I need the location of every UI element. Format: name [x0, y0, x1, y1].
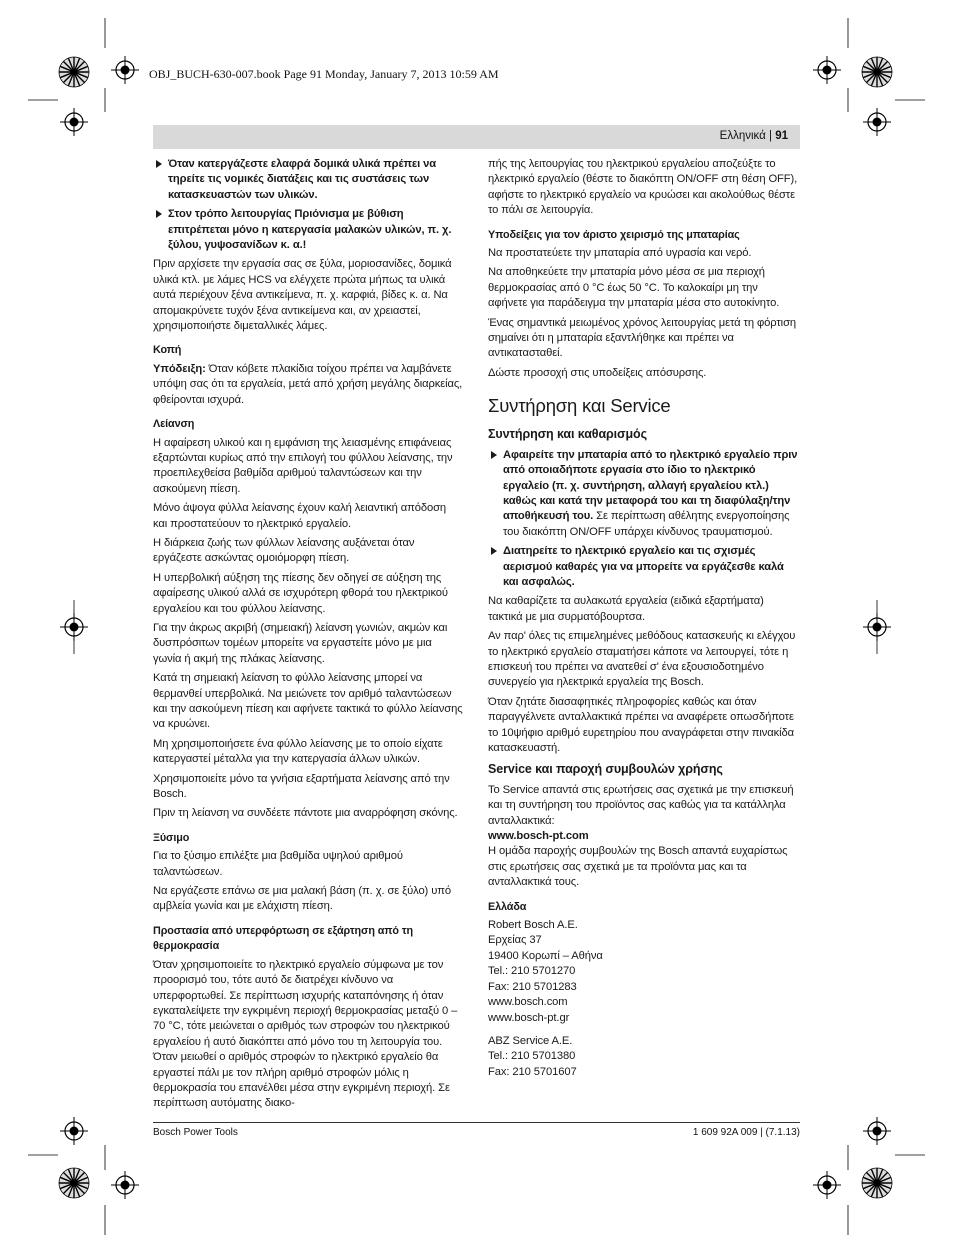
overload-paragraph: Όταν χρησιμοποιείτε το ηλεκτρικό εργαλείο σύμφωνα με τον προορισμό του, τότε αυτό δε διατρέχει κίνδυνο να υπερφορτωθεί. Σε περίπτωση ισχυρής καταπόνησης ή όταν εγκαταλείψετε την εγκριμένη περιοχή θερμοκρασίας μεταξύ 0 – 70 °C, τότε μειώνεται ο αριθμός των στροφών του ηλεκτρικού εργαλείου ή αυτό διακόπτει από μόνο του τη λειτουργία του. Όταν μειωθεί ο αριθμός στροφών το ηλεκτρικό εργαλείο θα εργαστεί πάλι με τον πλήρη αριθμό στροφών μόλις η θερμοκρασία του επανέλθει μέσα στην εγκριμένη περιοχή. Σε περίπτωση αυτόματης διακο- — [153, 958, 458, 1110]
bullet-light-building-materials: Όταν κατεργάζεστε ελαφρά δομικά υλικά πρέπει να τηρείτε τις νομικές διατάξεις και τις συστάσεις των κατασκευαστών των υλικών. — [153, 157, 463, 203]
language-page-label — [720, 130, 788, 142]
cleaning-paragraph: Αν παρ' όλες τις επιμελημένες μεθόδους κατασκευής κι ελέγχου το ηλεκτρικό εργαλείο σταματήσει κάποτε να λειτουργεί, τότε η επισκευή του πρέπει να ανατεθεί σ' ένα εξουσιοδοτημένο συνεργείο για ηλεκτρικά εργαλεία της Bosch. — [488, 630, 796, 689]
footer-doc-number: 1 609 92A 009 | (7.1.13) — [692, 1127, 800, 1138]
cleaning-paragraph: Να καθαρίζετε τα αυλακωτά εργαλεία (ειδικά εξαρτήματα) τακτικά με μια συρματόβουρτσα. — [488, 595, 764, 623]
cleaning-paragraph: Όταν ζητάτε διασαφητικές πληροφορίες καθώς και όταν παραγγέλνετε ανταλλακτικά πρέπει να αναφέρετε οπωσδήποτε το 10ψήφιο αριθμό ευρετηρίου που αναγράφεται στην πινακίδα κατασκευαστή. — [488, 695, 795, 754]
service-advice-heading: Service και παροχή συμβουλών χρήσης — [488, 762, 723, 777]
sanding-paragraph: Κατά τη σημειακή λείανση το φύλλο λείανσης μπορεί να θερμανθεί υπερβολικά. Να μειώνετε τον αριθμό ταλαντώσεων και την ασκούμενη πίεση και αφήνετε τακτικά το φύλλο λείανσης να κρυώνει. — [153, 672, 463, 731]
separator: | — [765, 130, 776, 142]
address-link[interactable]: www.bosch.com — [488, 996, 568, 1009]
scraping-paragraph: Να εργάζεστε επάνω σε μια μαλακή βάση (π. χ. σε ξύλο) υπό αμβλεία γωνία και με ελάχιστη πίεση. — [153, 885, 451, 913]
bullet-triangle-icon — [156, 210, 162, 218]
right-column — [488, 157, 798, 1080]
bullet-triangle-icon — [491, 451, 497, 459]
battery-tips-heading: Υποδείξεις για τον άριστο χειρισμό της μπαταρίας — [488, 228, 740, 241]
address-line: Ερχείας 37 — [488, 934, 542, 947]
service-paragraph: Η ομάδα παροχής συμβουλών της Bosch απαντά ευχαρίστως στις ερωτήσεις σας σχετικά με τα προϊόντα μας και τα ανταλλακτικά τους. — [488, 845, 788, 889]
bullet-remove-battery: Αφαιρείτε την μπαταρία από το ηλεκτρικό εργαλείο πριν από οποιαδήποτε εργασία στο ίδιο το ηλεκτρικό εργαλείο (π. χ. συντήρηση, αλλαγή εργαλείου κτλ.) καθώς και κατά την μεταφορά του και τη διαφύλαξη/την αποθήκευσή του. Σε περίπτωση αθέλητης ενεργοποίησης του διακόπτη ON/OFF υπάρχει κίνδυνος τραυματισμού. — [488, 448, 798, 540]
scraping-heading: Ξύσιμο — [153, 831, 190, 844]
sanding-paragraph: Η διάρκεια ζωής των φύλλων λείανσης αυξάνεται όταν εργάζεστε ασκώντας ομοιόμορφη πίεση. — [153, 536, 415, 565]
sanding-paragraph: Για την άκρως ακριβή (σημειακή) λείανση γωνιών, ακμών και δυσπρόσιτων τομέων μπορείτε να εργαστείτε μόνο με μια γωνία ή ακμή της πλάκας λείανσης. — [153, 621, 448, 665]
sanding-paragraph: Η υπερβολική αύξηση της πίεσης δεν οδηγεί σε αύξηση της αφαίρεσης υλικού αλλά σε ισχυρότερη φθορά του ηλεκτρικού εργαλείου και του φύλλου λείανσης. — [153, 571, 448, 615]
address-line: 19400 Κορωπί – Αθήνα — [488, 949, 603, 962]
address-line: Fax: 210 5701607 — [488, 1065, 577, 1078]
address-line: Robert Bosch A.E. — [488, 919, 578, 932]
page-number: 91 — [775, 130, 788, 142]
battery-paragraph: Να προστατεύετε την μπαταρία από υγρασία και νερό. — [488, 247, 752, 260]
sanding-paragraph: Μόνο άψογα φύλλα λείανσης έχουν καλή λειαντική απόδοση και προστατεύουν το ηλεκτρικό εργαλείο. — [153, 502, 447, 530]
address-line: Tel.: 210 5701270 — [488, 965, 576, 978]
maintenance-service-title: Συντήρηση και Service — [488, 395, 671, 417]
sanding-heading: Λείανση — [153, 418, 195, 431]
service-paragraph: Το Service απαντά στις ερωτήσεις σας σχετικά με την επισκευή και τη συντήρηση του προϊόντος σας καθώς για τα κατάλληλα ανταλλακτικά: www.bosch-pt.com — [488, 783, 794, 843]
bullet-keep-clean: Διατηρείτε το ηλεκτρικό εργαλείο και τις σχισμές αερισμού καθαρές για να μπορείτε να εργάζεσθε καλά και ασφαλώς. — [488, 544, 798, 590]
bullet-plunge-cut: Στον τρόπο λειτουργίας Πριόνισμα με βύθιση επιτρέπεται μόνο η κατεργασία μαλακών υλικών, π. χ. ξύλου, γυψοσανίδων κ. α.! — [153, 207, 463, 253]
battery-paragraph: Ένας σημαντικά μειωμένος χρόνος λειτουργίας μετά τη φόρτιση σημαίνει ότι η μπαταρία εξαντλήθηκε και πρέπει να αντικατασταθεί. — [488, 316, 796, 360]
sanding-paragraph: Χρησιμοποιείτε μόνο τα γνήσια εξαρτήματα λείανσης από την Bosch. — [153, 772, 450, 801]
bullet-triangle-icon — [156, 160, 162, 168]
cutting-note: Υπόδειξη: Όταν κόβετε πλακίδια τοίχου πρέπει να λαμβάνετε υπόψη σας ότι τα εργαλεία, μετά από χρήση μεγάλης διαρκείας, φθείρονται ισχυρά. — [153, 362, 463, 406]
battery-paragraph: Να αποθηκεύετε την μπαταρία μόνο μέσα σε μια περιοχή θερμοκρασίας από 0 °C έως 50 °C. Το καλοκαίρι μη την αφήνετε για παράδειγμα την μπαταρία μέσα στο αυτοκίνητο. — [488, 266, 780, 310]
battery-paragraph: Δώστε προσοχή στις υποδείξεις απόσυρσης. — [488, 366, 707, 379]
scraping-paragraph: Για το ξύσιμο επιλέξτε μια βαθμίδα υψηλού αριθμού ταλαντώσεων. — [153, 850, 403, 878]
sanding-paragraph: Η αφαίρεση υλικού και η εμφάνιση της λειασμένης επιφάνειας εξαρτώνται κυρίως από την επιλογή του φύλλου λείανσης, την προεπιλεχθείσα βαθμίδα αριθμού ταλαντώσεων και την ασκούμενη πίεση. — [153, 436, 453, 495]
address-link[interactable]: www.bosch-pt.gr — [488, 1011, 570, 1024]
footer-divider — [153, 1122, 800, 1123]
bullet-triangle-icon — [491, 547, 497, 555]
language-bar — [153, 125, 800, 149]
sanding-paragraph: Μη χρησιμοποιήσετε ένα φύλλο λείανσης με το οποίο είχατε κατεργαστεί μέταλλα για την κατεργασία άλλων υλικών. — [153, 737, 443, 766]
sanding-paragraph: Πριν τη λείανση να συνδέετε πάντοτε μια αναρρόφηση σκόνης. — [153, 807, 458, 820]
footer-brand: Bosch Power Tools — [153, 1127, 238, 1138]
service-url-link[interactable]: www.bosch-pt.com — [488, 830, 589, 843]
maintenance-cleaning-heading: Συντήρηση και καθαρισμός — [488, 427, 647, 442]
address-abz-service — [488, 1034, 798, 1080]
print-job-header: OBJ_BUCH-630-007.book Page 91 Monday, January 7, 2013 10:59 AM — [149, 67, 499, 81]
overload-protection-heading: Προστασία από υπερφόρτωση σε εξάρτηση από τη θερμοκρασία — [153, 924, 414, 953]
country-heading: Ελλάδα — [488, 900, 527, 913]
address-line: Fax: 210 5701283 — [488, 980, 577, 993]
left-column — [153, 157, 463, 1116]
address-bosch — [488, 918, 798, 1026]
continuation-paragraph: πής της λειτουργίας του ηλεκτρικού εργαλείου αποζεύξτε το ηλεκτρικό εργαλείο (θέστε το διακόπτη ON/OFF στη θέση OFF), αφήστε το ηλεκτρικό εργαλείο να κρυώσει και ακολούθως θέστε το πάλι σε λειτουργία. — [488, 158, 798, 217]
intro-paragraph: Πριν αρχίσετε την εργασία σας σε ξύλα, μοριοσανίδες, δομικά υλικά κτλ. με λάμες HCS να ελέγχετε πρώτα μήπως τα υλικά αυτά περιέχουν ξένα αντικείμενα, π. χ. καρφιά, βίδες κ. α. Να απομακρύνετε τυχόν ξένα αντικείμενα και, αν χρειαστεί, χρησιμοποιήστε διμεταλλικές λάμες. — [153, 258, 452, 333]
address-line: ABZ Service A.E. — [488, 1034, 573, 1047]
spacer — [488, 1026, 798, 1034]
language-name: Ελληνικά — [719, 130, 766, 142]
address-line: Tel.: 210 5701380 — [488, 1050, 576, 1063]
cutting-heading: Κοπή — [153, 344, 182, 357]
